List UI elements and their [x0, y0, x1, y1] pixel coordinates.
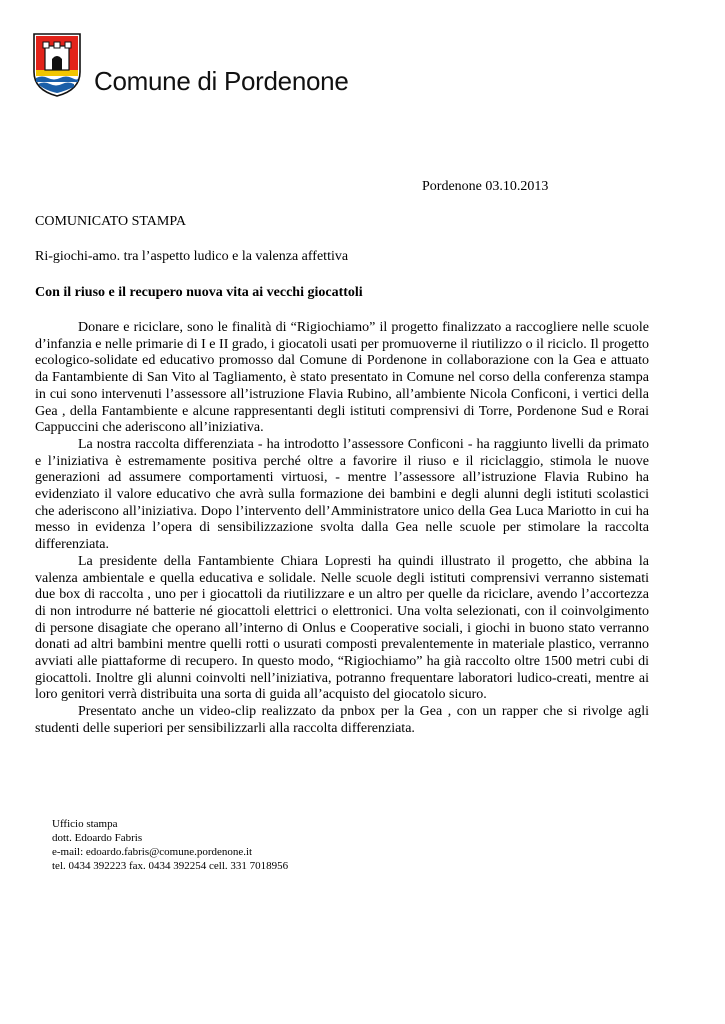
organization-name: Comune di Pordenone [94, 66, 349, 96]
contact-name: dott. Edoardo Fabris [52, 832, 143, 844]
contact-phones: tel. 0434 392223 fax. 0434 392254 cell. 331 7018956 [52, 860, 289, 872]
press-office-contact [52, 817, 288, 873]
pordenone-crest-icon [32, 32, 82, 98]
body-paragraph: Presentato anche un video-clip realizzato da pnbox per la Gea , con un rapper che si rivolge agli studenti delle superiori per sensibilizzarli alla raccolta differenziata. [35, 704, 649, 736]
body-paragraph: La presidente della Fantambiente Chiara Lopresti ha quindi illustrato il progetto, che abbina la valenza ambientale e quella educativa e solidale. Nelle scuole degli istituti comprensivi verranno sistemati due box di raccolta , uno per i giocattoli da riutilizzare e un altro per quelle da riciclare, avendo l’accortezza di non introdurre né batterie né giocattoli elettrici o elettronici. Una volta selezionati, con il coinvolgimento di persone disagiate che operano all’interno di Onlus e Cooperative sociali, i giochi in buono stato verranno donati ad altri bambini mentre quelli rotti o usurati composti prevalentemente in materiale plastico, verranno avviati alle piattaforme di recupero. In questo modo, “Rigiochiamo” ha già raccolto oltre 1500 metri cubi di giocattoli. Inoltre gli alunni coinvolti nell’iniziativa, potranno frequentare laboratori ludico-creati, mentre ai loro genitori verrà distribuita una sorta di guida all’acquisto del giocatolo sicuro. [35, 553, 649, 703]
body-paragraph: Donare e riciclare, sono le finalità di “Rigiochiamo” il progetto finalizzato a raccogliere nelle scuole d’infanzia e nelle primarie di I e II grado, i giocatoli usati per promuoverne il riutilizzo o il riciclo. Il progetto ecologico-solidate ed educativo promosso dal Comune di Pordenone in collaborazione con la Gea e attuato da Fantambiente di San Vito al Tagliamento, è stato presentato in Comune nel corso della conferenza stampa in cui sono intervenuti l’assessore all’istruzione Flavia Rubino, all’ambiente Nicola Conficoni, i vertici della Gea , della Fantambiente e alcune rappresentanti degli istituti comprensivi di Torre, Pordenone Sud e Rorai Cappuccini che aderiscono all’iniziativa. [35, 320, 649, 436]
letterhead [32, 32, 348, 98]
contact-email: e-mail: edoardo.fabris@comune.pordenone.it [52, 846, 253, 858]
office-label: Ufficio stampa [52, 818, 118, 830]
letter-date: Pordenone 03.10.2013 [422, 179, 549, 194]
document-headline: Con il riuso e il recupero nuova vita ai vecchi giocattoli [35, 285, 363, 300]
document-type: COMUNICATO STAMPA [35, 214, 186, 229]
body-paragraph: La nostra raccolta differenziata - ha introdotto l’assessore Conficoni - ha raggiunto livelli da primato e l’iniziativa è estremamente positiva perché oltre a favorire il riuso e il riciclaggio, stimola le nuove generazioni ad assumere comportamenti virtuosi, - mentre l’assessore all’istruzione Flavia Rubino ha evidenziato il valore educativo che avrà sulla formazione dei bambini e degli alunni degli istituti scolastici che aderiscono all’iniziativa. Dopo l’intervento dell’Amministratore unico della Gea Luca Mariotto in cui ha messo in evidenza l’opera di sensibilizzazione svolta dalla Gea nelle scuole per stimolare la raccolta differenziata. [35, 436, 649, 553]
letter-body [35, 320, 649, 738]
document-subtitle: Ri-giochi-amo. tra l’aspetto ludico e la valenza affettiva [35, 249, 349, 264]
